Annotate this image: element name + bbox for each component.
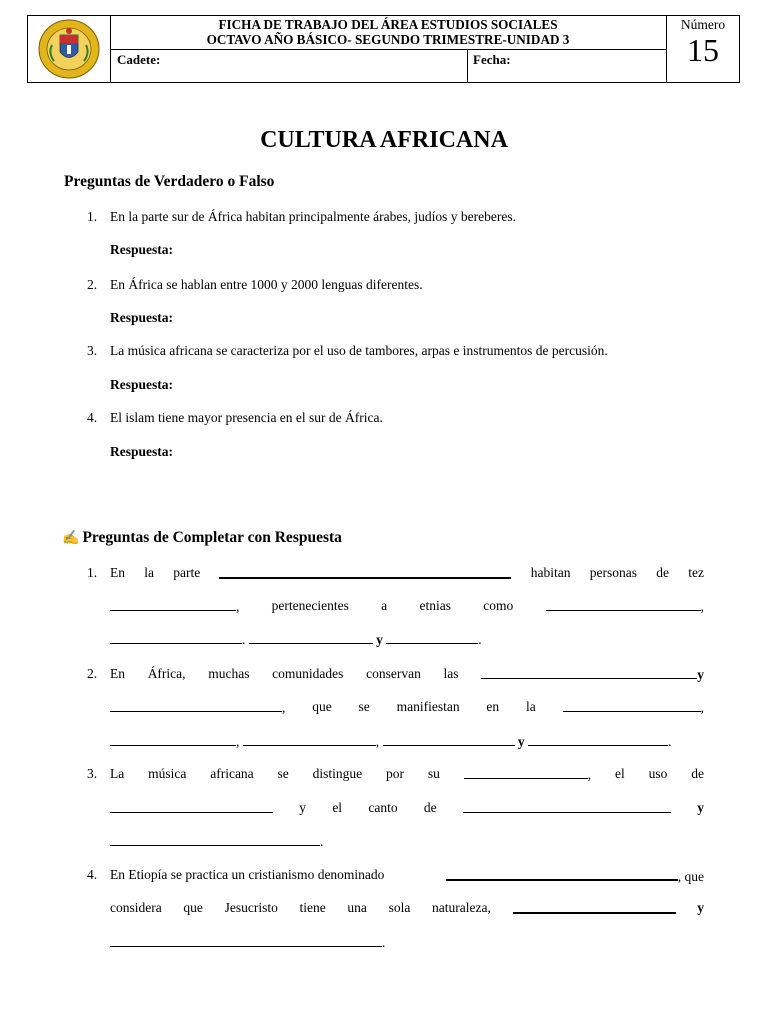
punctuation: , (587, 767, 592, 782)
punctuation: , (700, 599, 704, 614)
punctuation: , (700, 700, 704, 715)
word: el (614, 766, 625, 781)
word: por (386, 766, 405, 781)
fill-question-number: 3. (87, 766, 98, 781)
word: la (144, 565, 154, 580)
fill-blank[interactable] (110, 699, 282, 712)
fill-q2-line2 (110, 699, 704, 716)
fecha-label: Fecha: (473, 52, 511, 67)
fill-blank[interactable] (446, 867, 678, 881)
fecha-field[interactable] (468, 50, 667, 82)
tf-question-number: 4. (87, 410, 98, 425)
tf-question-text: El islam tiene mayor presencia en el sur de África. (110, 410, 383, 425)
fill-q4-line3 (110, 934, 385, 951)
tf-answer-label[interactable]: Respuesta: (110, 444, 173, 459)
fill-question-number: 2. (87, 666, 98, 681)
question-text: , que (677, 869, 704, 884)
tf-question-number: 3. (87, 343, 98, 358)
word: considera (110, 900, 162, 915)
cadete-field[interactable] (110, 50, 468, 82)
fill-q4-line1 (110, 867, 704, 885)
punctuation: . (478, 632, 482, 647)
worksheet-header (27, 15, 740, 83)
word: la (526, 699, 536, 714)
word: de (691, 766, 704, 781)
section-heading-true-false: Preguntas de Verdadero o Falso (64, 173, 275, 190)
tf-question-number: 2. (87, 277, 98, 292)
word: La (110, 766, 125, 781)
word: manifiestan (396, 699, 460, 714)
section-heading-complete-text: Preguntas de Completar con Respuesta (82, 529, 342, 546)
punctuation: , (236, 599, 240, 614)
word: y (697, 900, 704, 915)
word: y (697, 800, 704, 815)
word: y (697, 667, 704, 682)
fill-q3-line1 (110, 766, 704, 783)
word: parte (173, 565, 201, 580)
fill-blank[interactable] (513, 900, 676, 914)
numero-cell (667, 16, 739, 82)
punctuation: , (375, 734, 380, 749)
fill-blank[interactable] (110, 800, 273, 813)
fill-blank[interactable] (546, 598, 701, 611)
tf-answer-label[interactable]: Respuesta: (110, 377, 173, 392)
word: en (486, 699, 500, 714)
fill-q2-line1 (110, 666, 704, 683)
word: sola (388, 900, 411, 915)
word: se (277, 766, 289, 781)
punctuation: . (668, 734, 672, 749)
word: de (423, 800, 437, 815)
word: africana (210, 766, 254, 781)
fill-blank[interactable] (463, 800, 671, 813)
word: su (427, 766, 440, 781)
tf-question-text: La música africana se caracteriza por el uso de tambores, arpas e instrumentos de percusión. (110, 343, 608, 358)
punctuation: , (236, 734, 240, 749)
fill-blank[interactable] (243, 733, 376, 746)
tf-question-text: En África se hablan entre 1000 y 2000 lenguas diferentes. (110, 277, 423, 292)
tf-question-text: En la parte sur de África habitan principalmente árabes, judíos y bereberes. (110, 209, 516, 224)
fill-blank[interactable] (110, 631, 242, 644)
word: etnias (419, 598, 451, 613)
fill-q1-line2 (110, 598, 704, 615)
fill-blank[interactable] (386, 631, 478, 644)
numero-value: 15 (687, 32, 719, 68)
header-title-line1: FICHA DE TRABAJO DEL ÁREA ESTUDIOS SOCIALES (218, 17, 558, 32)
fill-q2-line3 (110, 733, 671, 750)
word: tiene (299, 900, 326, 915)
word: canto (368, 800, 398, 815)
page-title: CULTURA AFRICANA (260, 127, 508, 153)
fill-q1-line1 (110, 565, 704, 581)
fill-blank[interactable] (110, 833, 320, 846)
word: Jesucristo (224, 900, 278, 915)
cadete-label: Cadete: (117, 52, 161, 67)
fill-blank[interactable] (563, 699, 701, 712)
fill-q1-line3 (110, 631, 482, 648)
word: habitan (530, 565, 571, 580)
word: música (148, 766, 187, 781)
word: que (183, 900, 203, 915)
punctuation: . (320, 834, 324, 849)
word: conservan (366, 666, 421, 681)
word: En (110, 666, 125, 681)
school-crest-icon (38, 19, 100, 79)
fill-blank[interactable] (110, 598, 236, 611)
word: personas (589, 565, 637, 580)
fill-question-number: 1. (87, 565, 98, 580)
word: que (312, 699, 332, 714)
section-heading-complete (62, 529, 342, 547)
fill-blank[interactable] (528, 733, 668, 746)
word: y (517, 734, 525, 749)
word: una (347, 900, 367, 915)
word: distingue (312, 766, 363, 781)
fill-blank[interactable] (110, 934, 382, 947)
word: uso (648, 766, 668, 781)
word: En (110, 565, 125, 580)
fill-blank[interactable] (464, 766, 588, 779)
word: pertenecientes (271, 598, 349, 613)
fill-question-number: 4. (87, 867, 98, 882)
tf-answer-label[interactable]: Respuesta: (110, 242, 173, 257)
tf-answer-label[interactable]: Respuesta: (110, 310, 173, 325)
word: África, (147, 666, 186, 681)
punctuation: . (242, 632, 246, 647)
word: y (376, 632, 383, 647)
word: el (332, 800, 343, 815)
word: naturaleza, (432, 900, 491, 915)
punctuation: . (382, 935, 386, 950)
fill-blank[interactable] (249, 631, 373, 644)
word: comunidades (272, 666, 344, 681)
logo-cell (28, 16, 111, 82)
fill-q4-line2 (110, 900, 704, 916)
punctuation: , (282, 700, 286, 715)
header-title-line2: OCTAVO AÑO BÁSICO- SEGUNDO TRIMESTRE-UNIDAD 3 (206, 32, 570, 47)
word: a (381, 598, 388, 613)
word: de (656, 565, 669, 580)
word: y (299, 800, 307, 815)
fill-blank[interactable] (110, 733, 236, 746)
word: se (358, 699, 370, 714)
fill-blank[interactable] (481, 666, 697, 679)
word: muchas (208, 666, 250, 681)
question-text: En Etiopía se practica un cristianismo denominado (110, 867, 385, 882)
fill-blank[interactable] (219, 565, 511, 579)
tf-question-number: 1. (87, 209, 98, 224)
word: como (483, 598, 514, 613)
pen-icon: ✍ (62, 531, 80, 546)
fill-q3-line3 (110, 833, 323, 850)
numero-label: Número (680, 17, 726, 32)
word: las (443, 666, 459, 681)
fill-blank[interactable] (383, 733, 515, 746)
fill-q3-line2 (110, 800, 704, 816)
worksheet-title-cell (110, 16, 667, 50)
word: tez (688, 565, 704, 580)
